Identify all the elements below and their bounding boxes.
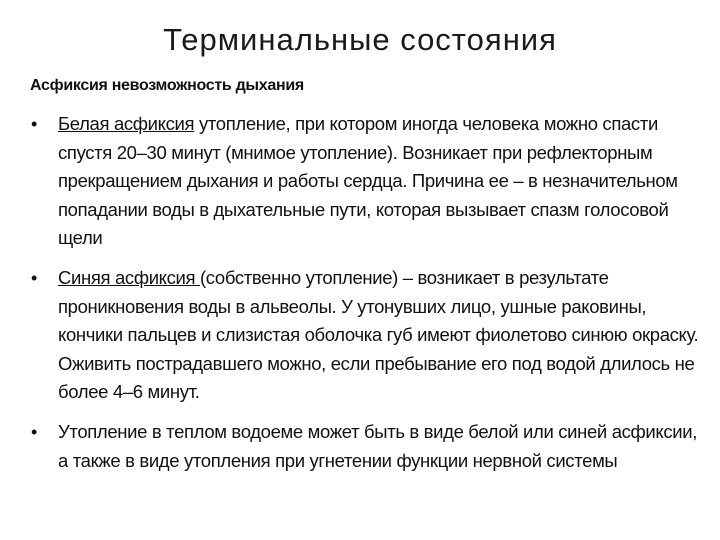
bullet-text: утопление, при котором иногда человека можно спасти спустя 20–30 минут (мнимое утопление). Возникает при рефлекторным прекращением дыхания и работы сердца. Причина ее – в незначительном попадании воды в дыхательные пути, которая вызывает спазм голосовой щели (58, 113, 678, 249)
slide-title: Терминальные состояния (163, 22, 557, 57)
bullet-icon: • (31, 114, 37, 134)
bullet-item-white-asphyxia (26, 110, 711, 253)
bullet-text: (собственно утопление) – возникает в результате проникновения воды в альвеолы. У утонувших лицо, ушные раковины, кончики пальцев и слизистая оболочка губ имеют фиолетово синюю окраску. Оживить пострадавшего можно, если пребывание его под водой длилось не более 4–6 минут. (58, 266, 699, 403)
slide-subtitle: Асфиксия невозможность дыхания (30, 77, 304, 94)
bullet-icon: • (31, 267, 37, 288)
bullet-list (26, 110, 711, 486)
bullet-term: Синяя асфиксия (58, 266, 200, 288)
bullet-icon: • (31, 421, 37, 442)
bullet-item-blue-asphyxia (26, 264, 711, 407)
bullet-text: Утопление в теплом водоеме может быть в виде белой или синей асфиксии, а также в виде утопления при угнетении функции нервной системы (58, 420, 698, 471)
bullet-term: Белая асфиксия (58, 113, 195, 134)
bullet-item-warm-water (26, 418, 711, 475)
